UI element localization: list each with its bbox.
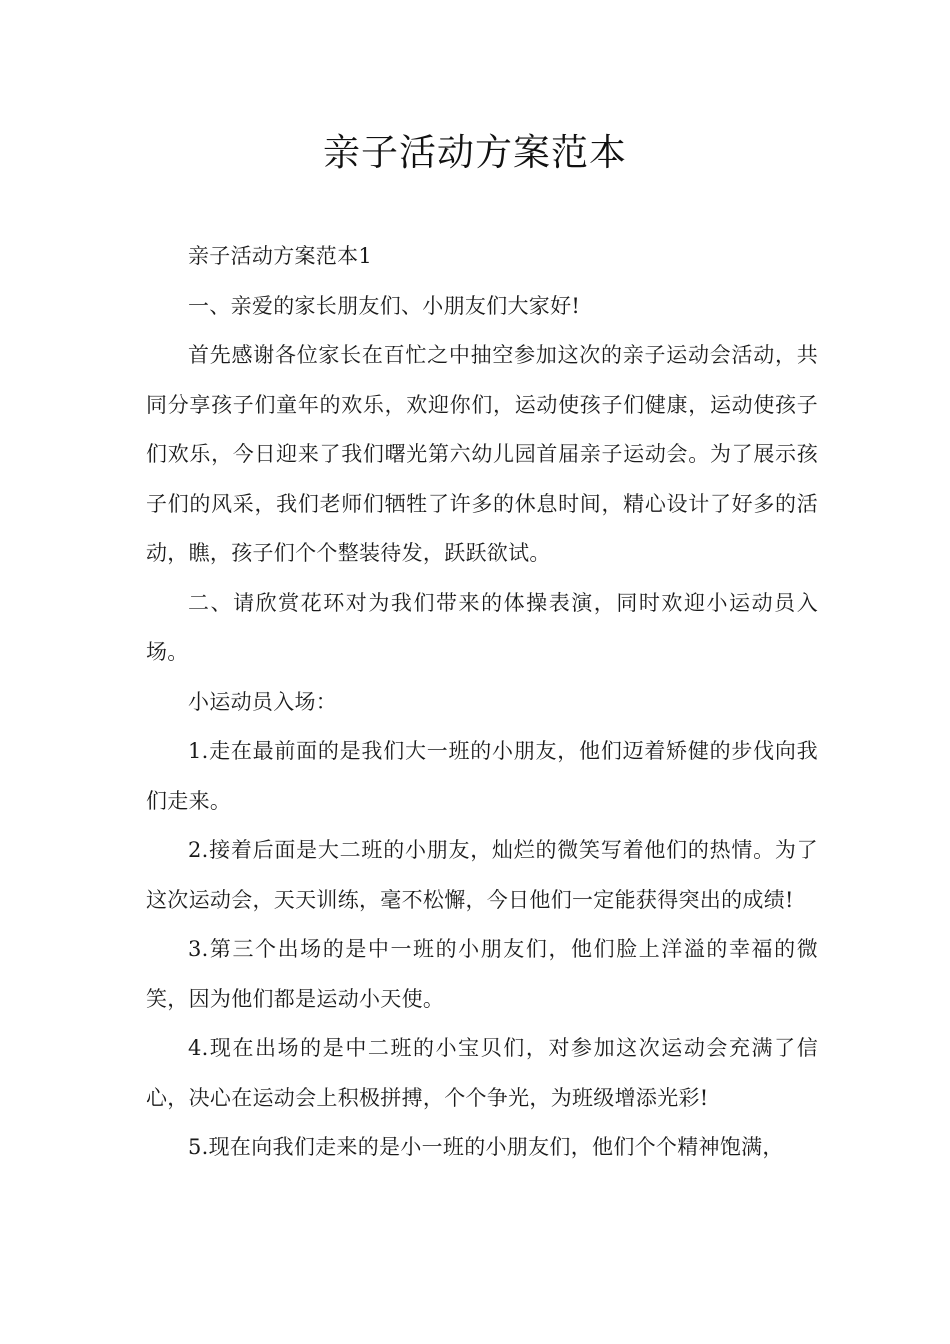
- paragraph-entrance-heading: 小运动员入场：: [188, 689, 338, 714]
- paragraph-performance: 二、请欣赏花环对为我们带来的体操表演，同时欢迎小运动员入场。: [146, 590, 818, 664]
- paragraph-item-2: 2.接着后面是大二班的小朋友，灿烂的微笑写着他们的热情。为了这次运动会，天天训练，毫不松懈，今日他们一定能获得突出的成绩!: [146, 838, 818, 912]
- document-title: 亲子活动方案范本: [323, 131, 627, 174]
- paragraph-greeting: 一、亲爱的家长朋友们、小朋友们大家好!: [188, 293, 581, 318]
- paragraph-item-1: 1.走在最前面的是我们大一班的小朋友，他们迈着矫健的步伐向我们走来。: [146, 739, 818, 813]
- paragraph-item-5: 5.现在向我们走来的是小一班的小朋友们，他们个个精神饱满，: [188, 1135, 784, 1159]
- document-body: [146, 232, 818, 1173]
- section-heading: 亲子活动方案范本1: [188, 244, 373, 268]
- paragraph-welcome: 首先感谢各位家长在百忙之中抽空参加这次的亲子运动会活动，共同分享孩子们童年的欢乐，欢迎你们，运动使孩子们健康，运动使孩子们欢乐，今日迎来了我们曙光第六幼儿园首届亲子运动会。为了展示孩子们的风采，我们老师们牺牲了许多的休息时间，精心设计了好多的活动，瞧，孩子们个个整装待发，跃跃欲试。: [146, 343, 818, 565]
- paragraph-item-3: 3.第三个出场的是中一班的小朋友们，他们脸上洋溢的幸福的微笑，因为他们都是运动小天使。: [146, 937, 818, 1011]
- paragraph-item-4: 4.现在出场的是中二班的小宝贝们，对参加这次运动会充满了信心，决心在运动会上积极拼搏，个个争光，为班级增添光彩!: [146, 1036, 818, 1110]
